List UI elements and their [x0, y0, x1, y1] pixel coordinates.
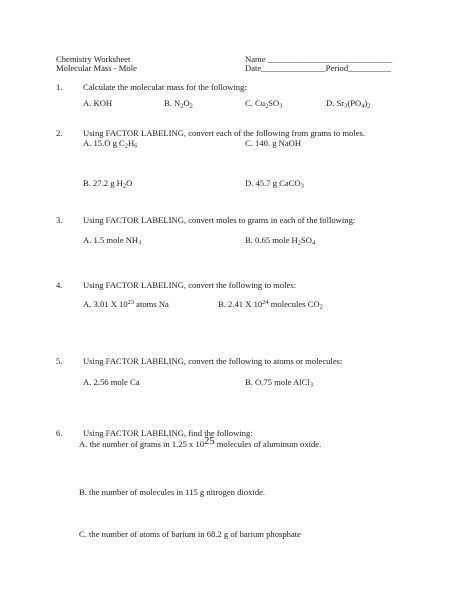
question-number: 4. [56, 280, 63, 290]
question-item: C. $Cu_2SO_3$ [245, 98, 283, 110]
question-item: A. 3.01 X $10^{23}$ atoms Na [83, 299, 169, 309]
question-prompt: Using FACTOR LABELING, convert moles to grams in each of the following: [83, 215, 356, 225]
question-prompt: Using FACTOR LABELING, convert the following to moles: [83, 280, 297, 290]
question-item: B. O.75 mole AlCl$_3$ [245, 377, 313, 389]
question-prompt: Using FACTOR LABELING, convert each of the following from grams to moles. [83, 128, 366, 138]
worksheet-title: Chemistry Worksheet [56, 54, 131, 64]
question-item: B. 27.2 g $H_2O$ [83, 178, 133, 190]
question-item: C. the number of atoms of barium in 68.2 g of barium phosphate [79, 529, 301, 539]
question-item: B. $N_2O_2$ [164, 98, 193, 110]
question-number: 5. [56, 356, 63, 366]
question-item: A. 15.O g $C_2H_6$ [83, 138, 138, 150]
question-item: B. 0.65 mole $H_2SO_4$ [245, 235, 316, 247]
question-item: C. 140. g NaOH [245, 138, 302, 148]
question-prompt: Using FACTOR LABELING, convert the following to atoms or molecules: [83, 356, 343, 366]
question-item: D. $Sr_3(PO_4)_2$ [326, 98, 371, 110]
question-prompt: Calculate the molecular mass for the following: [83, 82, 247, 92]
question-number: 3. [56, 215, 63, 225]
date-period-field: Date_______________Period__________ [245, 63, 392, 73]
question-number: 1. [56, 82, 63, 92]
question-item: A. the number of grams in 1.25 x $10^{25}$ molecules of aluminum oxide. [79, 436, 322, 449]
question-item: A. 2.56 mole Ca [83, 377, 140, 387]
question-number: 6. [56, 428, 63, 438]
name-field: Name _____________________________ [245, 54, 393, 64]
question-item: B. 2.41 X $10^{24}$ molecules $CO_2$ [218, 299, 323, 311]
question-number: 2. [56, 128, 63, 138]
question-prompt: Using FACTOR LABELING, find the following: [83, 428, 253, 438]
question-item: D. 45.7 g CaCO$_3$ [245, 178, 304, 190]
worksheet-subtitle: Molecular Mass - Mole [56, 63, 137, 73]
question-item: A. 1.5 mole $NH_3$ [83, 235, 142, 247]
question-item: B. the number of molecules in 115 g nitrogen dioxide. [79, 487, 266, 497]
question-item: A. KOH [83, 98, 113, 108]
